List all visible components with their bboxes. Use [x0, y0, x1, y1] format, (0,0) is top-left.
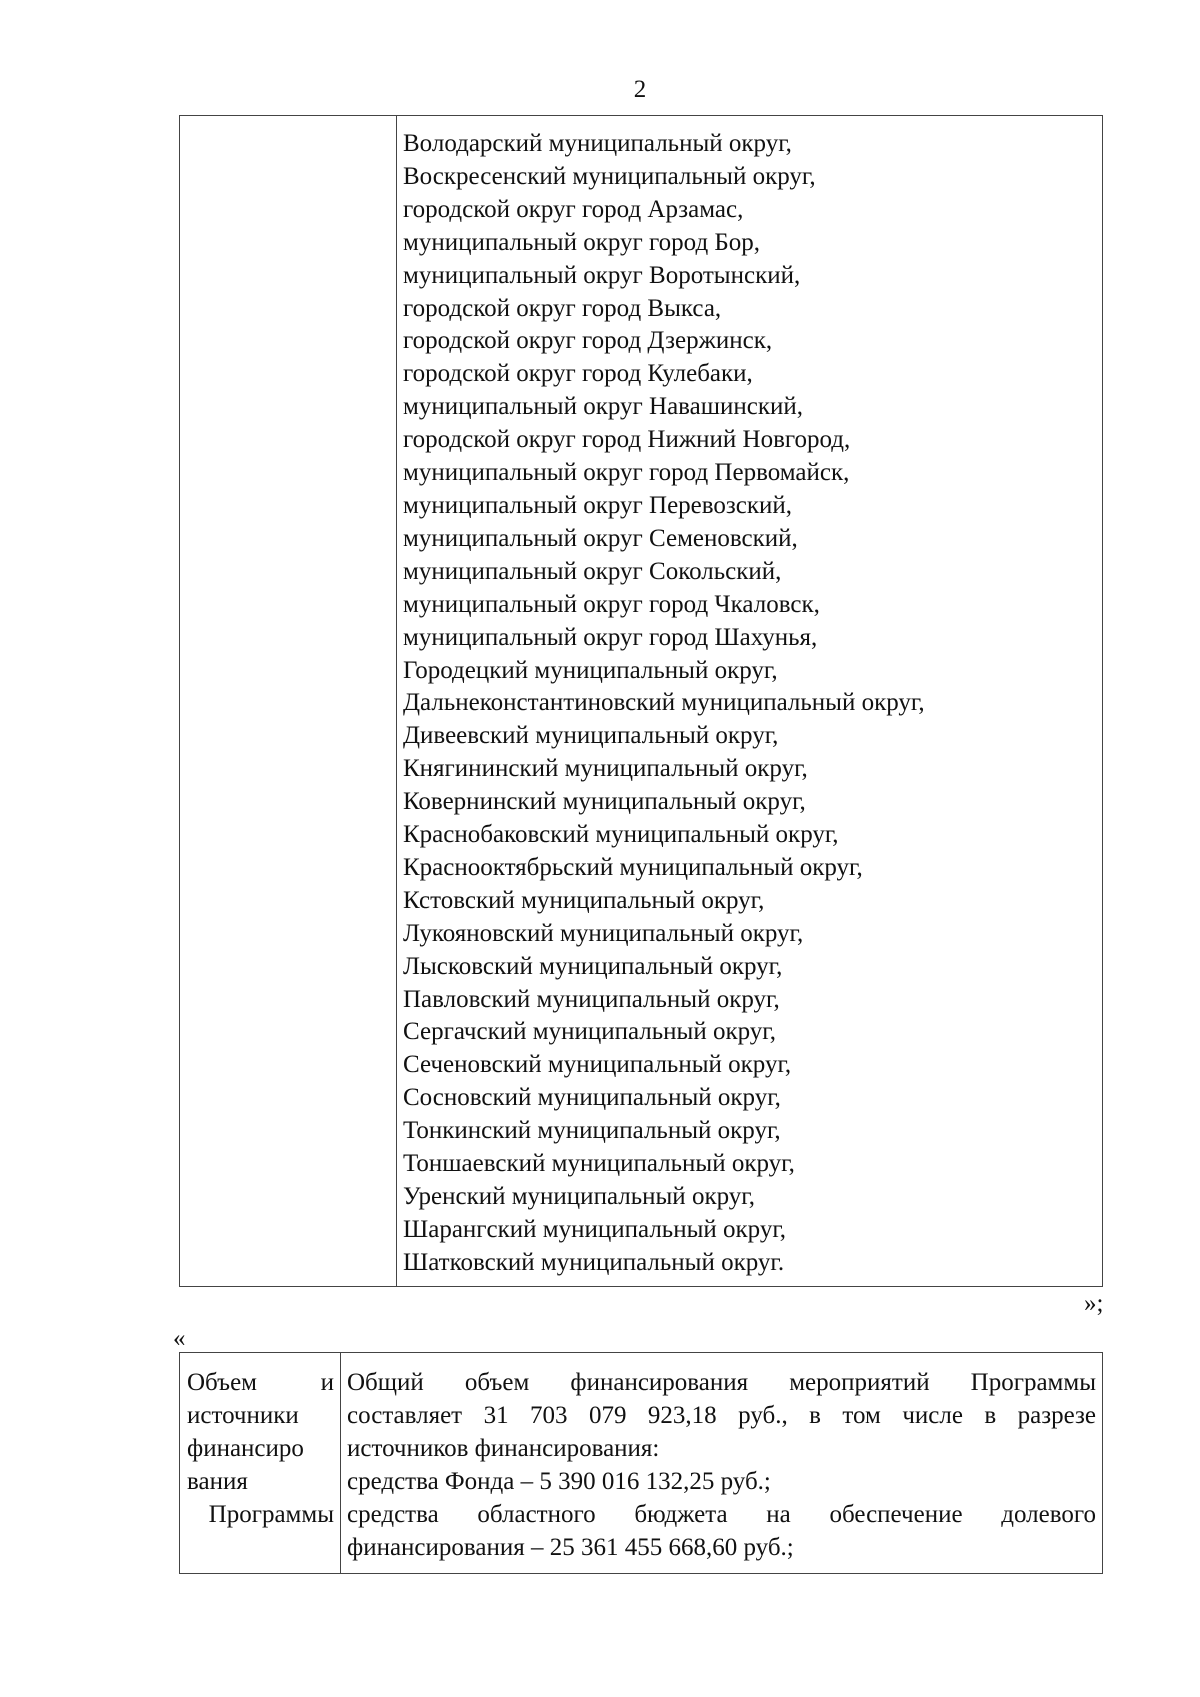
district-item: Шарангский муниципальный округ,: [403, 1215, 787, 1243]
financing-label-line: вания: [187, 1468, 248, 1495]
financing-text-line: финансирования – 25 361 455 668,60 руб.;: [347, 1534, 794, 1561]
district-item: Городецкий муниципальный округ,: [403, 656, 778, 684]
financing-label-line: Программы: [208, 1501, 334, 1528]
district-item: Шатковский муниципальный округ.: [403, 1248, 785, 1276]
district-item: Лукояновский муниципальный округ,: [403, 919, 804, 947]
district-list: [403, 128, 1102, 1280]
district-item: муниципальный округ город Шахунья,: [403, 623, 818, 651]
district-item: Княгининский муниципальный округ,: [403, 755, 808, 783]
district-item: Дальнеконстантиновский муниципальный округ,: [403, 689, 925, 717]
district-item: Лысковский муниципальный округ,: [403, 952, 783, 980]
district-item: муниципальный округ Сокольский,: [403, 557, 782, 585]
district-item: городской округ город Дзержинск,: [403, 327, 773, 355]
district-item: муниципальный округ город Первомайск,: [403, 459, 850, 487]
district-item: муниципальный округ Навашинский,: [403, 393, 804, 421]
district-item: Ковернинский муниципальный округ,: [403, 788, 806, 816]
financing-label-cell: [180, 1353, 341, 1573]
district-item: городской округ город Выкса,: [403, 294, 722, 322]
opening-quote: «: [173, 1325, 186, 1352]
closing-quote: »;: [1084, 1290, 1104, 1317]
district-item: Воскресенский муниципальный округ,: [403, 162, 816, 190]
financing-text-line: средства областного бюджета на обеспечение долевого: [347, 1501, 1096, 1528]
district-item: Уренский муниципальный округ,: [403, 1183, 755, 1210]
districts-table: [179, 115, 1103, 1287]
financing-text-cell: [347, 1366, 1096, 1564]
district-item: городской округ город Нижний Новгород,: [403, 426, 851, 454]
district-item: муниципальный округ город Бор,: [403, 228, 761, 256]
district-item: муниципальный округ город Чкаловск,: [403, 590, 820, 618]
financing-label-word: Объем: [187, 1369, 257, 1396]
financing-text-line: средства Фонда – 5 390 016 132,25 руб.;: [347, 1468, 771, 1495]
district-item: Сеченовский муниципальный округ,: [403, 1051, 792, 1079]
district-item: Павловский муниципальный округ,: [403, 985, 780, 1013]
district-item: Сергачский муниципальный округ,: [403, 1018, 776, 1046]
district-item: Краснооктябрьский муниципальный округ,: [403, 853, 863, 881]
districts-table-empty-cell: [180, 116, 397, 1286]
financing-table: [179, 1352, 1103, 1574]
district-item: Тоншаевский муниципальный округ,: [403, 1150, 795, 1178]
districts-table-list-cell: [403, 128, 1102, 1280]
district-item: муниципальный округ Воротынский,: [403, 261, 801, 289]
district-item: Сосновский муниципальный округ,: [403, 1084, 781, 1112]
district-item: муниципальный округ Семеновский,: [403, 524, 798, 552]
financing-label-word: и: [320, 1369, 334, 1396]
financing-label-line: источники: [187, 1402, 299, 1429]
district-item: городской округ город Кулебаки,: [403, 360, 753, 388]
district-item: Краснобаковский муниципальный округ,: [403, 821, 839, 849]
financing-text-line: Общий объем финансирования мероприятий Программы: [347, 1369, 1096, 1396]
district-item: Дивеевский муниципальный округ,: [403, 722, 779, 750]
financing-text-line: источников финансирования:: [347, 1435, 660, 1462]
financing-label-first-line: [187, 1366, 334, 1399]
district-item: Тонкинский муниципальный округ,: [403, 1117, 781, 1145]
district-item: Володарский муниципальный округ,: [403, 130, 792, 157]
district-item: Кстовский муниципальный округ,: [403, 886, 765, 914]
district-item: городской округ город Арзамас,: [403, 195, 744, 223]
district-item: муниципальный округ Перевозский,: [403, 491, 793, 519]
financing-label-line: финансиро: [187, 1435, 304, 1462]
financing-text-line: составляет 31 703 079 923,18 руб., в том числе в разрезе: [347, 1402, 1096, 1429]
page-number: 2: [633, 76, 647, 103]
